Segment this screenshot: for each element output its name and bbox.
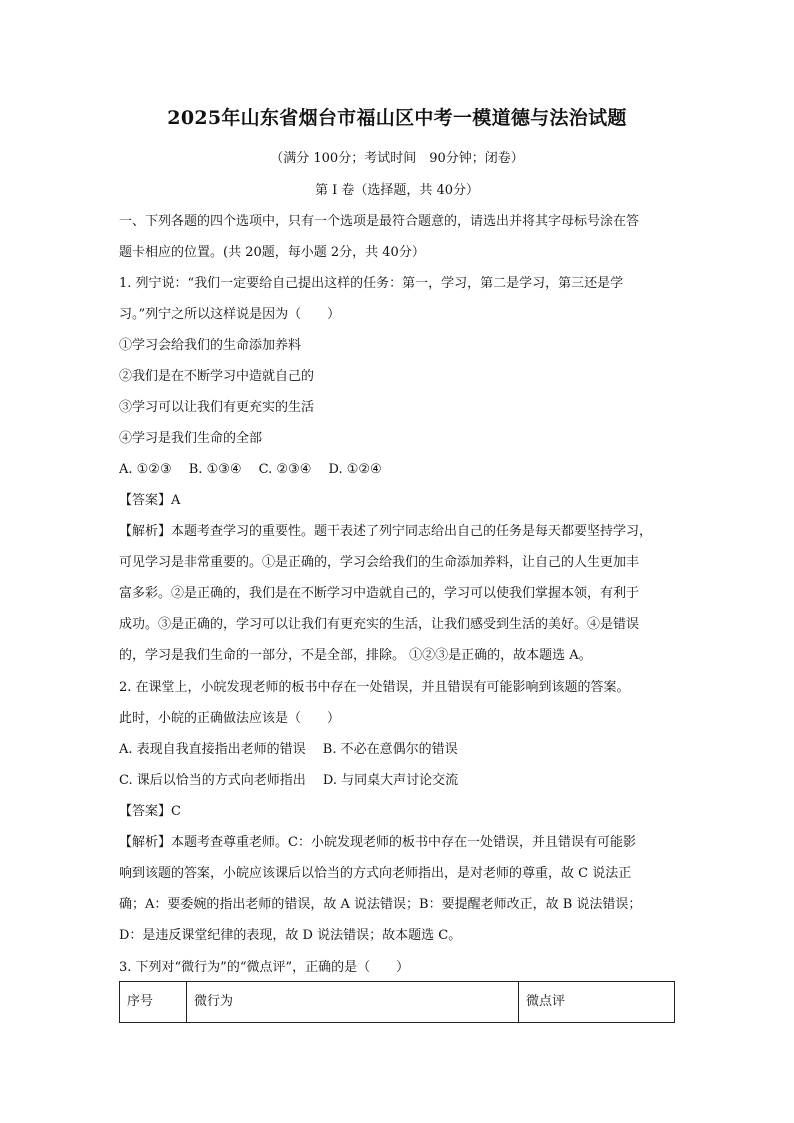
q1-analysis: 可见学习是非常重要的。①是正确的，学习会给我们的生命添加养料，让自己的人生更加丰: [119, 555, 640, 570]
q1-statement: ①学习会给我们的生命添加养料: [119, 338, 302, 353]
section-heading: 第 I 卷（选择题，共 40分）: [314, 183, 480, 198]
q2-answer: 【答案】C: [119, 804, 181, 819]
q2-stem: 此时，小皖的正确做法应该是（ ）: [119, 711, 341, 726]
q3-stem: 3. 下列对“微行为”的“微点评”，正确的是（ ）: [119, 960, 410, 975]
exam-subtitle: （满分 100分；考试时间 90分钟；闭卷）: [270, 151, 524, 166]
q1-statement: ④学习是我们生命的全部: [119, 431, 263, 446]
table-header-behavior: 微行为: [187, 982, 519, 1022]
q1-answer: 【答案】A: [119, 493, 181, 508]
instruction-line: 一、下列各题的四个选项中，只有一个选项是最符合题意的，请选出并将其字母标号涂在答: [119, 214, 640, 229]
table-header-index: 序号: [120, 982, 187, 1022]
q2-analysis: 确；A：要委婉的指出老师的错误，故 A 说法错误；B：要提醒老师改正，故 B 说法错误；: [119, 897, 642, 912]
q2-analysis: 【解析】本题考查尊重老师。C：小皖发现老师的板书中存在一处错误，并且错误有可能影: [119, 835, 636, 850]
q1-analysis: 的，学习是我们生命的一部分，不是全部，排除。 ①②③是正确的，故本题选 A。: [119, 648, 592, 663]
q2-options: A. 表现自我直接指出老师的错误 B. 不必在意偶尔的错误: [119, 742, 458, 757]
q1-stem: 习。”列宁之所以这样说是因为（ ）: [119, 307, 341, 322]
q1-analysis: 富多彩。②是正确的，我们是在不断学习中造就自己的，学习可以使我们掌握本领，有利于: [119, 586, 640, 601]
q1-analysis: 【解析】本题考查学习的重要性。题干表述了列宁同志给出自己的任务是每天都要坚持学习，: [119, 524, 653, 539]
q1-analysis: 成功。③是正确的，学习可以让我们有更充实的生活，让我们感受到生活的美好。④是错误: [119, 617, 640, 632]
q2-options: C. 课后以恰当的方式向老师指出 D. 与同桌大声讨论交流: [119, 773, 459, 788]
q1-statement: ③学习可以让我们有更充实的生活: [119, 400, 315, 415]
q1-statement: ②我们是在不断学习中造就自己的: [119, 369, 315, 384]
q2-stem: 2. 在课堂上，小皖发现老师的板书中存在一处错误，并且错误有可能影响到该题的答案。: [119, 680, 630, 695]
instruction-line: 题卡相应的位置。(共 20题，每小题 2分，共 40分）: [119, 245, 425, 260]
q1-options: A. ①②③ B. ①③④ C. ②③④ D. ①②④: [119, 462, 382, 477]
page-title: 2025年山东省烟台市福山区中考一模道德与法治试题: [167, 107, 627, 129]
q2-analysis: D：是违反课堂纪律的表现，故 D 说法错误；故本题选 C。: [119, 928, 462, 943]
table-header-comment: 微点评: [526, 994, 566, 1009]
q1-stem: 1. 列宁说：“我们一定要给自己提出这样的任务：第一，学习，第二是学习，第三还是学: [119, 276, 624, 291]
q3-table: [119, 981, 675, 1023]
q2-analysis: 响到该题的答案，小皖应该课后以恰当的方式向老师指出，是对老师的尊重，故 C 说法正: [119, 866, 632, 881]
